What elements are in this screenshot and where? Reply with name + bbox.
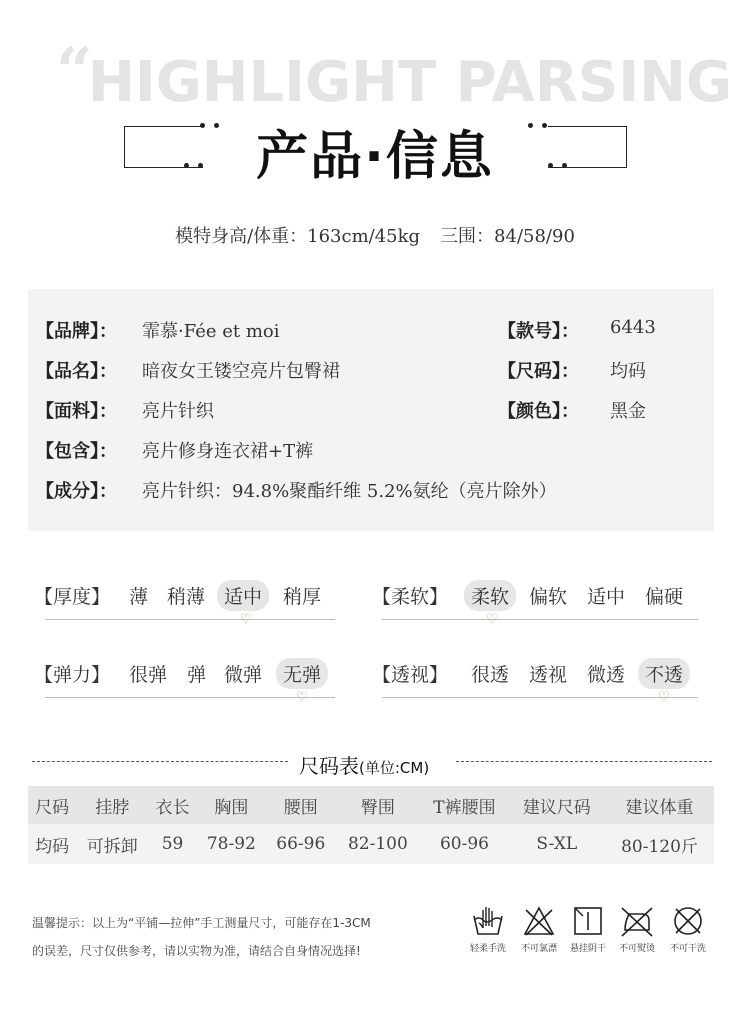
thickness-track bbox=[45, 619, 335, 620]
elasticity-option: 很弹 bbox=[129, 664, 168, 686]
table-header: T裤腰围 bbox=[420, 786, 508, 824]
size-chart-header-row bbox=[28, 786, 714, 824]
care-label: 不可氯漂 bbox=[520, 944, 557, 954]
thickness-option: 稍厚 bbox=[283, 586, 322, 608]
elasticity-option: 弹 bbox=[187, 664, 207, 686]
composition-label: 【成分】： bbox=[36, 481, 117, 502]
no-iron-care bbox=[613, 904, 661, 954]
table-cell: 80-120斤 bbox=[605, 824, 714, 864]
softness-track bbox=[382, 619, 698, 620]
table-cell: 82-100 bbox=[336, 824, 421, 864]
product-name-label: 【品名】： bbox=[36, 361, 117, 382]
softness-option-selected: 柔软 bbox=[464, 580, 516, 611]
line-dry-shade-icon bbox=[571, 904, 605, 938]
table-cell: 可拆卸 bbox=[76, 824, 148, 864]
softness-option: 偏软 bbox=[529, 586, 568, 608]
highlight-parsing-watermark: HIGHLIGHT PARSING bbox=[88, 50, 732, 115]
hand-wash-care bbox=[464, 904, 512, 954]
model-measurements: 三围：84/58/90 bbox=[440, 226, 575, 247]
thickness-option-selected: 适中 bbox=[217, 580, 269, 611]
brand-label: 【品牌】： bbox=[36, 321, 117, 342]
table-header: 衣长 bbox=[148, 786, 196, 824]
size-value: 均码 bbox=[610, 361, 646, 382]
table-header: 臀围 bbox=[336, 786, 421, 824]
elasticity-option-selected: 无弹 bbox=[276, 658, 328, 689]
no-bleach-care bbox=[515, 904, 563, 954]
product-name-value: 暗夜女王镂空亮片包臀裙 bbox=[142, 361, 340, 382]
color-value: 黑金 bbox=[610, 401, 646, 422]
softness-option: 适中 bbox=[587, 586, 626, 608]
transparency-option: 透视 bbox=[529, 664, 568, 686]
line-dry-shade-care bbox=[564, 904, 612, 954]
size-chart-title-text: 尺码表 bbox=[299, 754, 359, 778]
no-bleach-icon bbox=[522, 904, 556, 938]
divider-right bbox=[456, 761, 712, 762]
softness-label: 【柔软】 bbox=[372, 586, 449, 608]
table-cell: 78-92 bbox=[197, 824, 266, 864]
table-header: 胸围 bbox=[197, 786, 266, 824]
includes-label: 【包含】： bbox=[36, 441, 117, 462]
model-stats: 模特身高/体重：163cm/45kg bbox=[175, 226, 421, 247]
style-no-value: 6443 bbox=[610, 317, 656, 338]
care-label: 悬挂阴干 bbox=[569, 944, 606, 954]
care-label: 不可熨烫 bbox=[618, 944, 655, 954]
brand-value: 霏慕·Fée et moi bbox=[142, 321, 280, 342]
table-cell: 均码 bbox=[28, 824, 76, 864]
decorative-quote-mark: “ bbox=[56, 34, 93, 109]
table-row bbox=[28, 824, 714, 864]
heart-marker-icon: ♡ bbox=[240, 612, 252, 627]
transparency-label: 【透视】 bbox=[372, 664, 449, 686]
thickness-option: 薄 bbox=[129, 586, 149, 608]
thickness-option: 稍薄 bbox=[167, 586, 206, 608]
tip-line-1: 温馨提示：以上为“平铺—拉伸”手工测量尺寸，可能存在1-3CM bbox=[32, 916, 371, 930]
style-no-label: 【款号】： bbox=[498, 321, 579, 342]
table-header: 腰围 bbox=[266, 786, 335, 824]
elasticity-label: 【弹力】 bbox=[34, 664, 111, 686]
table-cell: 59 bbox=[148, 824, 196, 864]
table-header: 建议尺码 bbox=[509, 786, 605, 824]
no-iron-icon bbox=[619, 904, 655, 938]
care-label: 轻柔手洗 bbox=[469, 944, 506, 954]
includes-value: 亮片修身连衣裙+T裤 bbox=[142, 441, 314, 462]
table-header: 建议体重 bbox=[605, 786, 714, 824]
transparency-option-selected: 不透 bbox=[638, 658, 690, 689]
color-label: 【颜色】： bbox=[498, 401, 579, 422]
table-cell: 60-96 bbox=[420, 824, 508, 864]
hand-wash-icon bbox=[471, 904, 505, 938]
transparency-option: 很透 bbox=[471, 664, 510, 686]
size-chart-unit: (单位:CM) bbox=[359, 759, 430, 777]
tip-line-2: 的误差，尺寸仅供参考，请以实物为准，请结合自身情况选择! bbox=[32, 944, 361, 958]
table-header: 挂脖 bbox=[76, 786, 148, 824]
page-title: 产品·信息 bbox=[256, 127, 494, 187]
table-cell: S-XL bbox=[509, 824, 605, 864]
size-label: 【尺码】： bbox=[498, 361, 579, 382]
heart-marker-icon: ♡ bbox=[296, 690, 308, 705]
size-chart-table bbox=[28, 786, 714, 864]
size-chart-title bbox=[299, 750, 429, 779]
no-dry-clean-care bbox=[664, 904, 712, 954]
transparency-option: 微透 bbox=[587, 664, 626, 686]
thickness-label: 【厚度】 bbox=[34, 586, 111, 608]
model-info bbox=[0, 222, 750, 248]
transparency-track bbox=[382, 697, 698, 698]
heart-marker-icon: ♡ bbox=[658, 690, 670, 705]
elasticity-track bbox=[45, 697, 335, 698]
fabric-value: 亮片针织 bbox=[142, 401, 214, 422]
care-label: 不可干洗 bbox=[669, 944, 706, 954]
no-dry-clean-icon bbox=[671, 904, 705, 938]
heart-marker-icon: ♡ bbox=[486, 612, 498, 627]
fabric-label: 【面料】： bbox=[36, 401, 117, 422]
composition-value: 亮片针织：94.8%聚酯纤维 5.2%氨纶（亮片除外） bbox=[142, 481, 557, 502]
softness-option: 偏硬 bbox=[645, 586, 684, 608]
table-cell: 66-96 bbox=[266, 824, 335, 864]
table-header: 尺码 bbox=[28, 786, 76, 824]
divider-left bbox=[32, 761, 288, 762]
elasticity-option: 微弹 bbox=[224, 664, 263, 686]
